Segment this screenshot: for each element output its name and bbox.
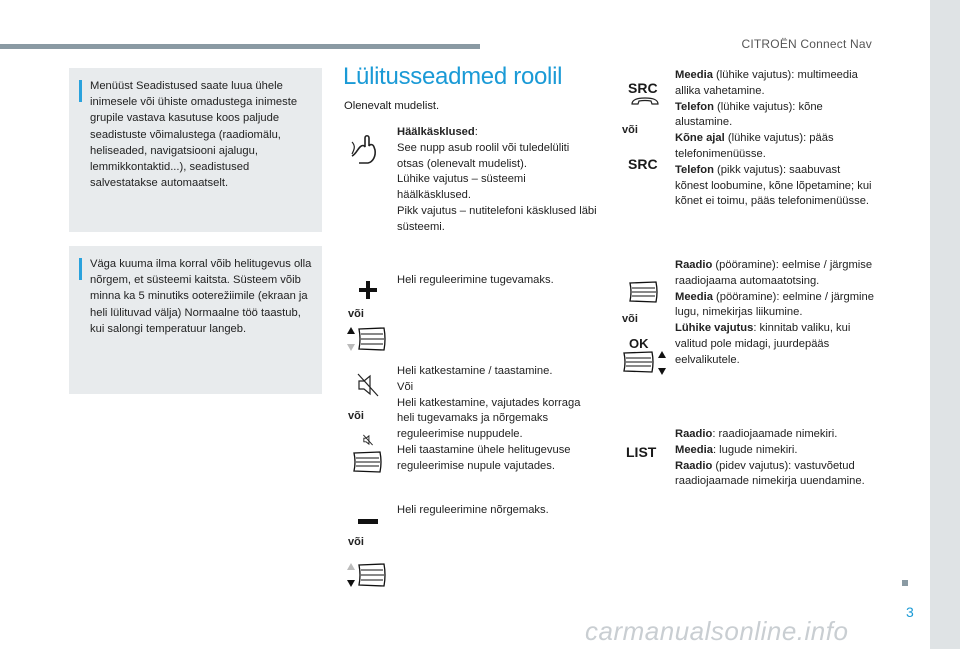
volume-down-description: Heli reguleerimine nõrgemaks. [397,504,549,516]
page-number: 3 [906,604,914,620]
info-note-1 [69,68,322,232]
src-button-label-2: SRC [628,156,658,172]
or-label: või [348,308,364,320]
src-description: Meedia (lühike vajutus): multimeedia allika vahetamine. Telefon (lühike vajutus): kõne alustamine. Kõne ajal (lühike vajutus): pääs telefonimenüüsse. Telefon (pikk vajutus): saabuvast kõnest loobumine, kõne lõpetamine; kui kõnet ei toimu, pääs telefonimenüüsse. [675,69,872,208]
end-of-page-marker [902,580,908,586]
section-title: Lülitusseadmed roolil [343,63,563,90]
scroll-wheel-icon [626,280,660,304]
or-label: või [348,410,364,422]
scroll-wheel-down-icon [346,561,388,589]
header-rule [0,44,480,49]
list-button-label: LIST [626,444,657,460]
volume-down-icon [358,519,378,525]
mute-description: Heli katkestamine / taastamine. Või Heli katkestamine, vajutades korraga heli tugevamaks ja nõrgemaks reguleerimise nuppudele. Heli taastamine ühele helitugevuse reguleerimise nupule vajutades. [397,365,581,472]
list-description: Raadio: raadiojaamade nimekiri. Meedia: lugude nimekiri. Raadio (pidev vajutus): vastuvõetud raadiojaamade nimekirja uuendamine. [675,428,865,488]
ok-button-label: OK [629,336,649,351]
or-label: või [622,124,638,136]
volume-up-icon [358,280,378,300]
running-header: CITROËN Connect Nav [741,37,872,51]
or-label: või [622,313,638,325]
section-subtitle: Olenevalt mudelist. [344,100,440,112]
page-edge-band [930,0,960,649]
watermark: carmanualsonline.info [585,616,849,646]
note-text: Väga kuuma ilma korral võib helitugevus olla nõrgem, et süsteemi kaitsta. Süsteem võib minna ka 5 minutiks ooterežiimile (ekraan ja heli lülituvad välja) Normaalne töö taastub, kui salongi temperatuur langeb. [90,258,312,335]
note-text: Menüüst Seadistused saate luua ühele inimesele või ühiste omadustega inimeste grupile vastava kasutuse koos paljude seadistuste võimalustega (raadiomälu, heliseaded, navigatsiooni ajalugu, lemmikkontaktid...), seadistused salvestatakse automaatselt. [90,80,298,190]
voice-command-icon [348,132,384,168]
voice-command-description: Häälkäsklused: See nupp asub roolil või tuledelüliti otsas (olenevalt mudelist). Lühike vajutus – süsteemi häälkäsklused. Pikk vajutus – nutitelefoni käsklused läbi süsteemi. [397,126,597,233]
wheel-description: Raadio (pööramine): eelmise / järgmise raadiojaama automaatotsing. Meedia (pööramine): eelmine / järgmine lugu, nimekirjas liikumine. Lühike vajutus: kinnitab valiku, kui valitud pole midagi, juurdepääs eelvalikutele. [675,259,874,366]
info-marker [79,258,82,280]
phone-icon [630,96,660,106]
info-marker [79,80,82,102]
scroll-wheel-updown-icon [622,350,668,376]
info-note-2 [69,246,322,394]
src-button-label: SRC [628,80,658,96]
mute-small-icon [362,434,374,446]
or-label: või [348,536,364,548]
mute-icon [356,372,380,398]
scroll-wheel-up-icon [346,325,388,353]
volume-up-description: Heli reguleerimine tugevamaks. [397,274,554,286]
scroll-wheel-icon [350,450,384,474]
